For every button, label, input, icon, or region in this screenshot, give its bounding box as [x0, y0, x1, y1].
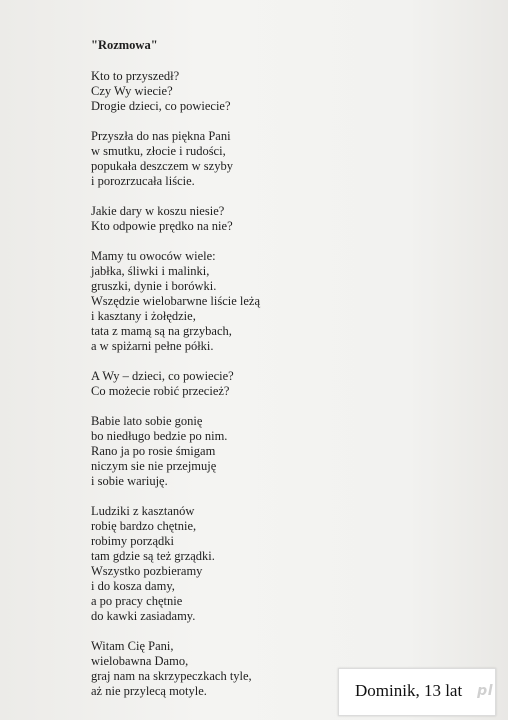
poem-line: A Wy – dzieci, co powiecie? — [91, 369, 234, 383]
poem-line: Witam Cię Pani, — [91, 639, 174, 653]
poem-title: "Rozmowa" — [91, 38, 158, 52]
poem-line: i do kosza damy, — [91, 579, 175, 593]
poem-line: Mamy tu owoców wiele: — [91, 249, 216, 263]
author-signature: Dominik, 13 lat — [355, 681, 463, 700]
signature-label — [338, 668, 496, 716]
poem-body — [91, 69, 351, 699]
poem-stanza — [91, 129, 351, 189]
poem-line: Kto to przyszedł? — [91, 69, 180, 83]
poem-line: gruszki, dynie i borówki. — [91, 279, 217, 293]
poem-line: Babie lato sobie gonię — [91, 414, 203, 428]
poem-line: a w spiżarni pełne półki. — [91, 339, 214, 353]
poem-stanza — [91, 204, 351, 234]
poem-line: a po pracy chętnie — [91, 594, 183, 608]
poem-line: Ludziki z kasztanów — [91, 504, 195, 518]
poem-line: do kawki zasiadamy. — [91, 609, 196, 623]
poem-line: Drogie dzieci, co powiecie? — [91, 99, 231, 113]
poem-line: Jakie dary w koszu niesie? — [91, 204, 225, 218]
poem-line: Przyszła do nas piękna Pani — [91, 129, 231, 143]
poem-line: robimy porządki — [91, 534, 174, 548]
poem-line: tata z mamą są na grzybach, — [91, 324, 232, 338]
poem-line: Rano ja po rosie śmigam — [91, 444, 216, 458]
poem-line: i sobie wariuję. — [91, 474, 168, 488]
poem-line: Co możecie robić przecież? — [91, 384, 230, 398]
poem-line: bo niedługo bedzie po nim. — [91, 429, 228, 443]
poem — [91, 38, 351, 714]
poem-line: aż nie przylecą motyle. — [91, 684, 207, 698]
poem-stanza — [91, 639, 351, 699]
poem-line: Wszystko pozbieramy — [91, 564, 203, 578]
poem-line: wielobawna Damo, — [91, 654, 189, 668]
poem-stanza — [91, 414, 351, 489]
poem-line: robię bardzo chętnie, — [91, 519, 197, 533]
poem-stanza — [91, 369, 351, 399]
poem-line: niczym sie nie przejmuję — [91, 459, 217, 473]
poem-line: graj nam na skrzypeczkach tyle, — [91, 669, 252, 683]
poem-stanza — [91, 504, 351, 624]
poem-line: i porozrzucała liście. — [91, 174, 195, 188]
poem-line: Czy Wy wiecie? — [91, 84, 173, 98]
site-watermark: pl — [477, 683, 493, 699]
poem-line: Kto odpowie prędko na nie? — [91, 219, 233, 233]
poem-line: tam gdzie są też grządki. — [91, 549, 215, 563]
poem-line: w smutku, złocie i rudości, — [91, 144, 226, 158]
poem-stanza — [91, 249, 351, 354]
poem-line: Wszędzie wielobarwne liście leżą — [91, 294, 261, 308]
poem-line: i kasztany i żołędzie, — [91, 309, 196, 323]
poem-line: jabłka, śliwki i malinki, — [91, 264, 210, 278]
poem-stanza — [91, 69, 351, 114]
poem-line: popukała deszczem w szyby — [91, 159, 233, 173]
